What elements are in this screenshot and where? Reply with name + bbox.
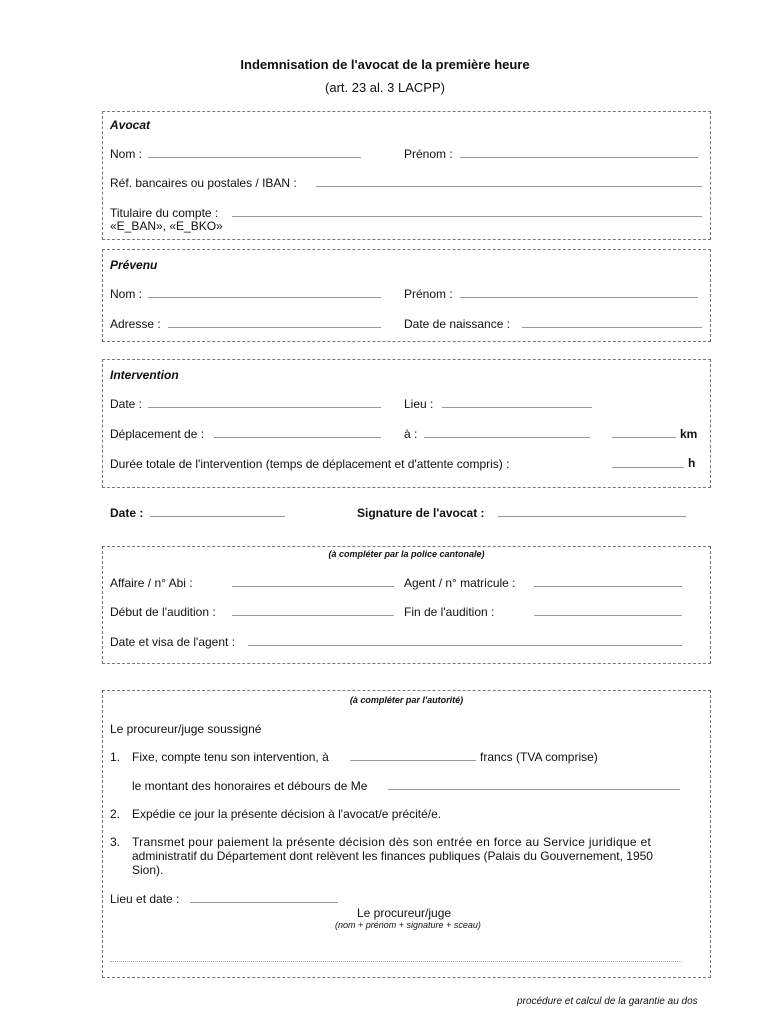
avocat-iban-field[interactable] [316, 176, 702, 187]
avocat-nom-label: Nom : [110, 147, 143, 161]
avocat-prenom-label: Prénom : [404, 147, 453, 161]
intervention-a-field[interactable] [424, 427, 590, 438]
item1-number: 1. [110, 750, 121, 764]
police-visa-label: Date et visa de l'agent : [110, 635, 236, 649]
avocat-refs-label: Réf. bancaires ou postales / IBAN : [110, 176, 297, 190]
prevenu-nom-field[interactable] [148, 287, 381, 298]
prevenu-adresse-field[interactable] [168, 317, 381, 328]
police-affaire-label: Affaire / n° Abi : [110, 576, 193, 590]
item1-amount-field[interactable] [350, 750, 476, 761]
police-fin-field[interactable] [534, 605, 682, 616]
signature-date-field[interactable] [150, 506, 285, 517]
autorite-lieu-date-label: Lieu et date : [110, 892, 180, 906]
page-subtitle: (art. 23 al. 3 LACPP) [325, 80, 445, 95]
item1-text: Fixe, compte tenu son intervention, à [132, 750, 329, 764]
intervention-date-field[interactable] [148, 397, 381, 408]
avocat-titulaire-label: Titulaire du compte : [110, 206, 219, 220]
item3-number: 3. [110, 835, 121, 849]
prevenu-prenom-field[interactable] [460, 287, 698, 298]
item1-honoraires: le montant des honoraires et débours de Me [132, 779, 368, 793]
autorite-signer-note: (nom + prénom + signature + sceau) [335, 920, 481, 930]
autorite-lieu-date-field[interactable] [190, 892, 338, 903]
police-heading: (à compléter par la police cantonale) [328, 549, 485, 559]
prevenu-adresse-label: Adresse : [110, 317, 161, 331]
item1-francs: francs (TVA comprise) [480, 750, 598, 764]
signature-avocat-field[interactable] [498, 506, 686, 517]
intervention-lieu-label: Lieu : [404, 397, 434, 411]
item2-number: 2. [110, 807, 121, 821]
intervention-deplacement-label: Déplacement de : [110, 427, 205, 441]
intervention-a-label: à : [404, 427, 418, 441]
prevenu-naissance-field[interactable] [522, 317, 702, 328]
avocat-titulaire-field[interactable] [232, 206, 702, 217]
autorite-intro: Le procureur/juge soussigné [110, 722, 262, 736]
police-affaire-field[interactable] [232, 576, 394, 587]
intervention-h-unit: h [688, 456, 696, 470]
signature-date-label: Date : [110, 506, 144, 520]
page-title: Indemnisation de l'avocat de la première heure [240, 57, 530, 72]
intervention-lieu-field[interactable] [442, 397, 592, 408]
avocat-nom-field[interactable] [148, 147, 361, 158]
item3-line1: Transmet pour paiement la présente décision dès son entrée en force au Service juridique et [132, 835, 652, 849]
intervention-deplacement-field[interactable] [214, 427, 381, 438]
page-footer: procédure et calcul de la garantie au dos [517, 996, 698, 1007]
police-debut-label: Début de l'audition : [110, 605, 216, 619]
prevenu-prenom-label: Prénom : [404, 287, 453, 301]
item1-me-field[interactable] [388, 779, 680, 790]
prevenu-heading: Prévenu [110, 258, 158, 272]
prevenu-naissance-label: Date de naissance : [404, 317, 511, 331]
intervention-date-label: Date : [110, 397, 143, 411]
police-agent-field[interactable] [534, 576, 682, 587]
avocat-prenom-field[interactable] [460, 147, 698, 158]
intervention-duree-label: Durée totale de l'intervention (temps de déplacement et d'attente compris) : [110, 457, 510, 471]
intervention-km-unit: km [680, 427, 698, 441]
police-agent-label: Agent / n° matricule : [404, 576, 516, 590]
autorite-signature-line[interactable] [110, 961, 682, 962]
avocat-codes: «E_BAN», «E_BKO» [110, 219, 223, 233]
autorite-signer: Le procureur/juge [357, 906, 452, 920]
item3-line3: Sion). [132, 863, 164, 877]
item3-line2: administratif du Département dont relèvent les finances publiques (Palais du Gouvernement, 1950 [132, 849, 653, 863]
avocat-heading: Avocat [110, 118, 151, 132]
signature-avocat-label: Signature de l'avocat : [357, 506, 485, 520]
intervention-heading: Intervention [110, 368, 179, 382]
police-visa-field[interactable] [248, 635, 682, 646]
intervention-km-field[interactable] [612, 427, 676, 438]
police-fin-label: Fin de l'audition : [404, 605, 495, 619]
intervention-duree-field[interactable] [612, 457, 684, 468]
item2-text: Expédie ce jour la présente décision à l'avocat/e précité/e. [132, 807, 442, 821]
prevenu-nom-label: Nom : [110, 287, 143, 301]
autorite-heading: (à compléter par l'autorité) [349, 695, 464, 705]
police-debut-field[interactable] [232, 605, 394, 616]
